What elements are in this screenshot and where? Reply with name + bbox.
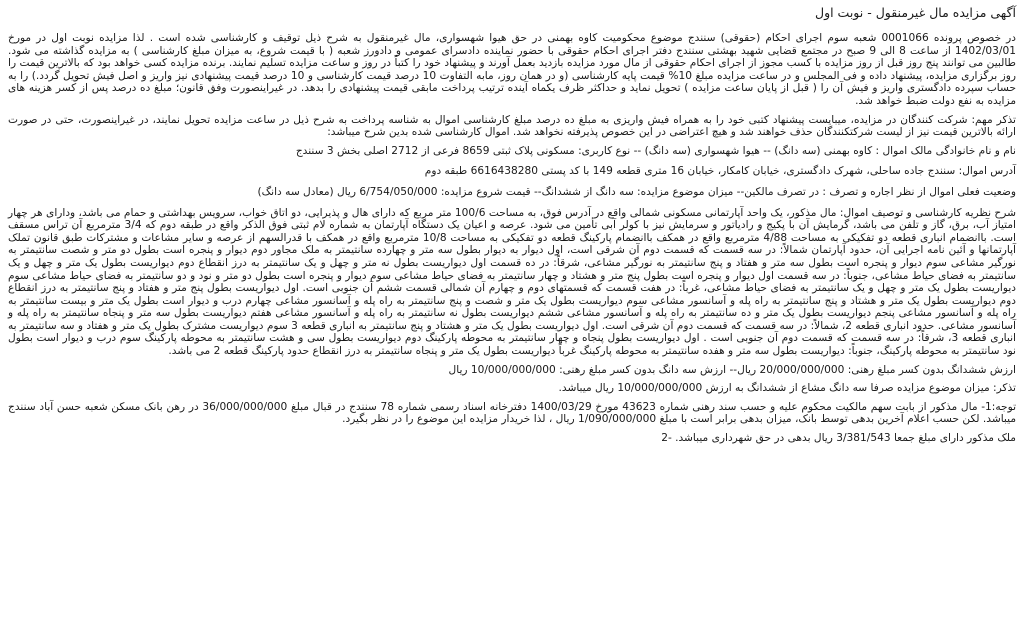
owner-line: نام و نام خانوادگی مالک اموال : کاوه بهمنی (سه دانگ) -- هیوا شهسواری (سه دانگ) -- نوع کاربری: مسکونی پلاک ثبتی 8659 فرعی از 2712 اصلی بخش 3 سنندج	[295, 144, 1016, 157]
share-note: تذکر: میزان موضوع مزایده صرفا سه دانگ مشاع از ششدانگ به ارزش 10/000/000/000 ریال میباشد.	[558, 382, 1016, 395]
expert-description: شرح نظریه کارشناسی و توصیف اموال: مال مذکور، یک واحد آپارتمانی مسکونی شمالی واقع در آدرس فوق، به مساحت 100/6 متر مربع که دارای هال و پذیرایی، دو اتاق خواب، سرویس بهداشتی و حمام می باشد، ودارای هر چهار امتیاز آب، برق، گاز و تلفن می باشد، گرمایش آن با پکیج و رادیاتور و سرمایش نیز با کولر آبی تأمین می شود. عرصه و اعیان یک دستگاه آپارتمان به شماره لام ثبتی فوق الذکر واقع در طبقه دوم که 3/4 مترمربع آن تراس مسقف است. باانضمام انباری قطعه دو تفکیکی به مساحت 4/88 مترمربع واقع در همکف باانضمام پارکینگ قطعه دو تفکیکی به مساحت 10/8 مترمربع واقع در همکف با قدرالسهم از عرصه و سایر مشاعات و مشترکات طبق قانون تملک آپارتمانها و آئین نامه اجرایی آن، حدود آپارتمان شمالاً: در سه قسمت که قسمت دوم آن شرقی است، اول دیوار به دیوار بطول سه متر و چهارده سانتیمتر به ملک مجاور دوم دیوار و پنجره است بطول دو متر و شصت سانتیمتر به نورگیر مشاعی سوم دیوار و پنجره است بطول سه متر و هفتاد و پنج سانتیمتر به نورگیر مشاعی، شرقاً: در ده قسمت اول دیواریست بطول نه متر و چهل و یک سانتیمتر به درز انقطاع دوم دیواریست بطول یک متر و چهل و یک سانتیمتر به فضای حیاط مشاعی، جنوباً: در سه قسمت اول دیوار و پنجره است بطول پنج متر و هشتاد و چهار سانتیمتر به فضای حیاط مشاعی سوم دیوار و پنجره است بطول دو متر و نود و دو سانتیمتر به فضای حیاط مشاعی سوم دیواریست بطول یک متر و چهل و یک سانتیمتر به فضای حیاط مشاعی، غرباً: در هفت قسمت که قسمتهای دوم و چهارم آن شمالی قسمت ششم آن جنوبی است. اول دیواریست بطول پنج متر و هفتاد و پنج سانتیمتر به درز انقطاع دوم دیواریست بطول یک متر و هشتاد و پنج سانتیمتر به راه پله و آسانسور مشاعی سوم دیواریست بطول یک متر و شصت و پنج سانتیمتر به راه پله و آسانسور مشاعی چهارم درب و دیوار است بطول یک متر و بیست سانتیمتر به راه پله و آسانسور مشاعی پنجم دیواریست بطول یک متر و ده سانتیمتر به راه پله و آسانسور مشاعی ششم دیواریست بطول نه سانتیمتر به راه پله و آسانسور مشاعی هفتم دیواریست بطول سه متر و پنجاه سانتیمتر به راه پله و آسانسور مشاعی. حدود انباری قطعه 2، شمالاً: در سه قسمت که قسمت دوم آن شرقی است. اول دیواریست بطول یک متر و هشتاد و پنج سانتیمتر به انباری قطعه 3 سوم دیواریست مشترک بطول یک متر و هفتاد و سه سانتیمتر به انباری قطعه 3، شرقاً: در سه قسمت که قسمت دوم آن جنوبی است . اول دیواریست بطول پنجاه و چهار سانتیمتر به محوطه پارکینگ دوم دیواریست بطول سی و هشت سانتیمتر به محوطه پارکینگ سوم درب و دیوار است بطول نود سانتیمتر به محوطه پارکینگ، جنوباً: دیواریست بطول سه متر و هفده سانتیمتر به محوطه پارکینگ غرباً دیواریست بطول یک متر و پنجاه سانتیمتر به درز انقطاع حدود پارکینگ قطعه 2 می باشد.	[8, 206, 1017, 358]
status-line: وضعیت فعلی اموال از نظر اجاره و تصرف : در تصرف مالکین-- میزان موضوع مزایده: سه دانگ از ششدانگ-- قیمت شروع مزایده: 6/754/050/000 ریال (معادل سه دانگ)	[257, 185, 1016, 198]
municipality-debt-remark: ملک مذکور دارای مبلغ جمعا 3/381/543 ریال بدهی در حق شهرداری میباشد. -2	[661, 432, 1016, 445]
intro-paragraph: در خصوص پرونده 0001066 شعبه سوم اجرای احکام (حقوقی) سنندج موضوع محکومیت کاوه بهمنی در حق هیوا شهسواری، مال غیرمنقول به شرح ذیل توقیف و کارشناسی شده است . لذا مزایده نوبت اول در مورخ 1402/03/01 از ساعت 8 الی 9 صبح در مجتمع قضایی شهید بهشتی سنندج دفتر اجرای احکام حقوقی با حضور نماینده دادسرای عمومی و دادورز شعبه ( با قیمت شروع، به میزان مبلغ کارشناسی ) به مزایده گذاشته می شود. طالبین می توانند پنج روز قبل از روز مزایده با کسب مجوز از اجرای احکام حقوقی از مال مورد مزایده بازدید بعمل آورند و پیشنهاد خود را کتباً در روز و ساعت مزایده تسلیم نمایند. برنده مزایده کسی خواهد بود که بالاترین قیمت را روز برگزاری مزایده، پیشنهاد داده و فی المجلس و در ساعت مزایده مبلغ 10% قیمت پایه کارشناسی (و در همان روز، مابه التفاوت 10 درصد قیمت کارشناسی و 10 درصد قیمت پیشنهادی نیز واریز و اصل فیش تحویل گردد.) را به حساب سپرده دادگستری واریز و فیش آن را ( قبل از پایان ساعت مزایده ) تحویل نماید و حداکثر ظرف یکماه آینده ترتیب پرداخت مابقی قیمت پیشنهادی را بدهد. در غیراینصورت وفق قانون؛ مبلغ ده درصد پس از کسر هزینه های مزایده به نفع دولت ضبط خواهد شد.	[8, 32, 1017, 107]
valuation-line: ارزش ششدانگ بدون کسر مبلغ رهنی: 20/000/000/000 ریال-- ارزش سه دانگ بدون کسر مبلغ رهنی: 10/000/000/000 ریال	[448, 363, 1016, 376]
mortgage-remark: توجه:1- مال مذکور از بابت سهم مالکیت محکوم علیه و حسب سند رهنی شماره 43623 مورخ 1400/03/29 دفترخانه اسناد رسمی شماره 78 سنندج در قبال مبلغ 36/000/000/000 در رهن بانک مسکن شعبه حسن آباد سنندج میباشد. لکن حسب اعلام آخرین بدهی توسط بانک، میزان بدهی برابر است با مبلغ 1/090/000/000 ریال ، لذا خریدار مزایده این موضوع را در نظر بگیرد.	[8, 400, 1017, 426]
address-line: آدرس اموال: سنندج جاده ساحلی، شهرک دادگستری، خیابان کامکار، خیابان 16 متری قطعه 149 با کد پستی 6616438280 طبقه دوم	[424, 165, 1016, 178]
notice-title: آگهی مزایده مال غیرمنقول - نوبت اول	[814, 5, 1016, 20]
important-note: تذکر مهم: شرکت کنندگان در مزایده، میبایست پیشنهاد کتبی خود را به همراه فیش واریزی به مبلغ ده درصد مبلغ کارشناسی اموال به شناسه پرداخت به شرح ذیل در ساعت مزایده تحویل نمایند، در غیراینصورت، حتی در صورت ارائه بالاترین قیمت نیز از لیست شرکتکنندگان حذف خواهند شد و هیچ اعتراضی در این خصوص پذیرفته نخواهد شد. اموال کارشناسی شده بدین شرح میباشد:	[8, 113, 1016, 139]
